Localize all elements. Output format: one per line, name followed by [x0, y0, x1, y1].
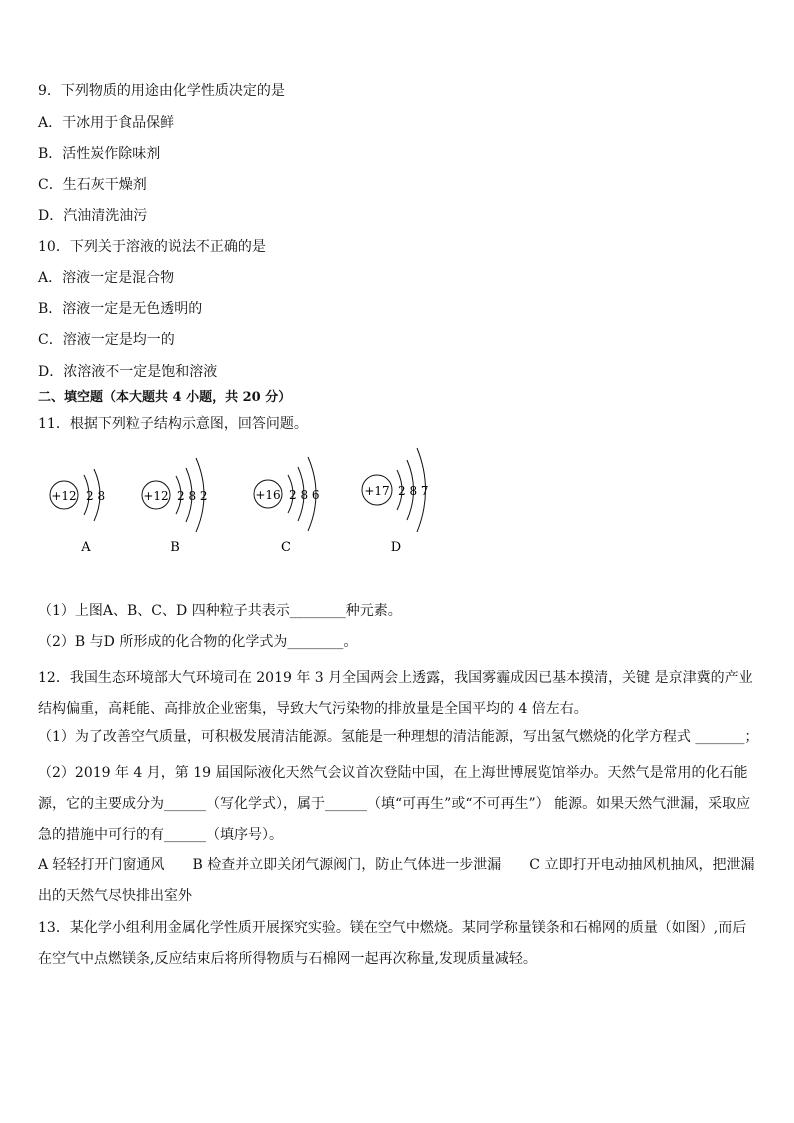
- q10-option-b: B．溶液一定是无色透明的: [38, 301, 203, 317]
- atom-c-shells: 2 8 6: [289, 488, 320, 502]
- q9-option-c: C．生石灰干燥剂: [38, 177, 147, 193]
- atom-a-shells: 2 8: [86, 489, 106, 503]
- atom-diagram-c: [252, 451, 336, 561]
- q12-sub1: （1）为了改善空气质量，可积极发展清洁能源。氢能是一种理想的清洁能源，写出氢气燃烧的化学方程式 _______；: [38, 729, 759, 745]
- q10-option-d: D．浓溶液不一定是饱和溶液: [38, 364, 218, 380]
- q9-option-b: B．活性炭作除味剂: [38, 146, 161, 162]
- q13-stem: 13．某化学小组利用金属化学性质开展探究实验。镁在空气中燃烧。某同学称量镁条和石棉网的质量（如图）,而后在空气中点燃镁条,反应结束后将所得物质与石棉网一起再次称量,发现质量减轻。: [38, 920, 747, 967]
- q12-stem: 12．我国生态环境部大气环境司在 2019 年 3 月全国两会上透露，我国雾霾成因已基本摸清，关键 是京津冀的产业结构偏重，高耗能、高排放企业密集，导致大气污染物的排放量是全国平均的 4 倍左右。: [38, 670, 753, 717]
- q11-sub1: （1）上图A、B、C、D 四种粒子共表示________种元素。: [38, 603, 402, 619]
- q9-option-a: A．干冰用于食品保鲜: [38, 115, 175, 131]
- atom-b-shells: 2 8 2: [177, 489, 208, 503]
- atom-diagram-d: [360, 444, 446, 561]
- q12-sub2: （2）2019 年 4 月，第 19 届国际液化天然气会议首次登陆中国，在上海世博展览馆举办。天然气是常用的化石能源，它的主要成分为______（写化学式），属于______（填“可再生”或“不可再生”） 能源。如果天然气泄漏，采取应急的措施中可行的有______（填序号）。: [38, 765, 751, 843]
- atom-c-nucleus: +16: [255, 488, 281, 502]
- q11-stem: 11．根据下列粒子结构示意图，回答问题。: [38, 416, 308, 432]
- q11-sub2: （2）B 与D 所形成的化合物的化学式为________。: [38, 634, 358, 650]
- atom-b-nucleus: +12: [143, 489, 169, 503]
- atom-diagram-b: [140, 452, 224, 561]
- section-title: 二、填空题（本大题共 4 小题，共 20 分）: [38, 390, 292, 405]
- q10-option-c: C．溶液一定是均一的: [38, 332, 175, 348]
- q9-option-d: D．汽油清洗油污: [38, 208, 148, 224]
- atom-a-nucleus: +12: [51, 489, 77, 503]
- atom-d-label: D: [390, 540, 402, 555]
- q10-option-a: A．溶液一定是混合物: [38, 270, 175, 286]
- q12-options: A 轻轻打开门窗通风 B 检查并立即关闭气源阀门，防止气体进一步泄漏 C 立即打开电动抽风机抽风，把泄漏出的天然气尽快排出室外: [38, 857, 755, 904]
- q9-stem: 9．下列物质的用途由化学性质决定的是: [38, 83, 285, 99]
- atom-c-label: C: [281, 540, 291, 555]
- atom-d-shells: 2 8 7: [398, 484, 429, 498]
- atom-diagram-a: [48, 463, 118, 561]
- atom-d-nucleus: +17: [364, 484, 390, 498]
- atom-b-label: B: [170, 540, 180, 555]
- atom-a-label: A: [81, 540, 91, 555]
- q10-stem: 10．下列关于溶液的说法不正确的是: [38, 239, 266, 255]
